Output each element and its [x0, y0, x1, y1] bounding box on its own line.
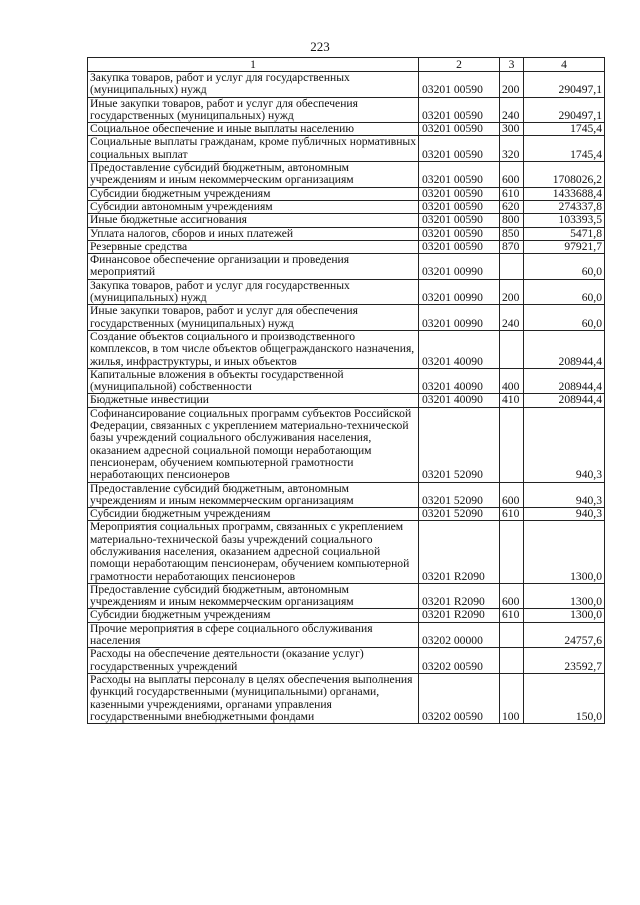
- row-amount: 60,0: [524, 279, 605, 305]
- table-row: [88, 330, 605, 368]
- row-name: Софинансирование социальных программ субъектов Российской Федерации, связанных с укреплением материально-технической базы учреждений социального обслуживания населения, оказанием адресной социальной помощи неработающим пенсионерам, обучением компьютерной грамотности неработающих пенсионеров: [88, 407, 419, 482]
- row-amount: 940,3: [524, 407, 605, 482]
- row-amount: 1433688,4: [524, 187, 605, 200]
- row-amount: 103393,5: [524, 214, 605, 227]
- row-code: 03202 00000: [419, 622, 500, 648]
- row-code: 03201 52090: [419, 482, 500, 508]
- row-amount: 1708026,2: [524, 162, 605, 188]
- row-type: 240: [500, 97, 524, 123]
- table-body: [88, 72, 605, 724]
- row-code: 03201 00590: [419, 72, 500, 98]
- row-name: Социальное обеспечение и иные выплаты населению: [88, 123, 419, 136]
- row-code: 03201 40090: [419, 394, 500, 407]
- header-col-3: 3: [500, 58, 524, 72]
- table-row: [88, 254, 605, 280]
- row-type: 610: [500, 187, 524, 200]
- row-code: 03201 00590: [419, 240, 500, 253]
- row-amount: 23592,7: [524, 648, 605, 674]
- row-code: 03201 R2090: [419, 521, 500, 583]
- table-row: [88, 187, 605, 200]
- header-col-1: 1: [88, 58, 419, 72]
- row-code: 03201 R2090: [419, 609, 500, 622]
- row-type: [500, 407, 524, 482]
- table-row: [88, 97, 605, 123]
- row-name: Финансовое обеспечение организации и проведения мероприятий: [88, 254, 419, 280]
- row-type: [500, 254, 524, 280]
- table-row: [88, 305, 605, 331]
- row-type: 870: [500, 240, 524, 253]
- table-row: [88, 200, 605, 213]
- row-type: 850: [500, 227, 524, 240]
- row-name: Закупка товаров, работ и услуг для государственных (муниципальных) нужд: [88, 72, 419, 98]
- table-row: [88, 123, 605, 136]
- row-name: Капитальные вложения в объекты государственной (муниципальной) собственности: [88, 368, 419, 394]
- table-row: [88, 214, 605, 227]
- row-type: 320: [500, 136, 524, 162]
- row-type: 200: [500, 279, 524, 305]
- table-row: [88, 508, 605, 521]
- table-row: [88, 368, 605, 394]
- row-name: Закупка товаров, работ и услуг для государственных (муниципальных) нужд: [88, 279, 419, 305]
- row-code: 03202 00590: [419, 673, 500, 723]
- row-type: 400: [500, 368, 524, 394]
- row-code: 03201 00590: [419, 227, 500, 240]
- row-name: Иные закупки товаров, работ и услуг для обеспечения государственных (муниципальных) нужд: [88, 97, 419, 123]
- row-amount: 940,3: [524, 508, 605, 521]
- row-code: 03201 00990: [419, 254, 500, 280]
- row-code: 03201 40090: [419, 368, 500, 394]
- row-name: Социальные выплаты гражданам, кроме публичных нормативных социальных выплат: [88, 136, 419, 162]
- row-type: [500, 648, 524, 674]
- row-code: 03201 00990: [419, 279, 500, 305]
- row-amount: 1300,0: [524, 521, 605, 583]
- row-code: 03201 00590: [419, 97, 500, 123]
- row-amount: 1300,0: [524, 609, 605, 622]
- row-amount: 208944,4: [524, 368, 605, 394]
- row-type: 600: [500, 162, 524, 188]
- row-code: 03201 R2090: [419, 583, 500, 609]
- row-name: Субсидии бюджетным учреждениям: [88, 508, 419, 521]
- table-row: [88, 583, 605, 609]
- row-code: 03201 00990: [419, 305, 500, 331]
- row-name: Иные бюджетные ассигнования: [88, 214, 419, 227]
- row-code: 03201 00590: [419, 214, 500, 227]
- row-type: 100: [500, 673, 524, 723]
- row-code: 03201 40090: [419, 330, 500, 368]
- row-code: 03201 00590: [419, 200, 500, 213]
- table-row: [88, 609, 605, 622]
- table-row: [88, 240, 605, 253]
- table-row: [88, 673, 605, 723]
- row-name: Расходы на обеспечение деятельности (оказание услуг) государственных учреждений: [88, 648, 419, 674]
- row-type: 600: [500, 583, 524, 609]
- table-row: [88, 72, 605, 98]
- row-amount: 1300,0: [524, 583, 605, 609]
- row-amount: 97921,7: [524, 240, 605, 253]
- row-amount: 24757,6: [524, 622, 605, 648]
- row-name: Субсидии автономным учреждениям: [88, 200, 419, 213]
- row-name: Мероприятия социальных программ, связанных с укреплением материально-технической базы учреждений социального обслуживания населения, оказанием адресной социальной помощи неработающим пенсионерам, обучением компьютерной грамотности неработающих пенсионеров: [88, 521, 419, 583]
- row-type: [500, 330, 524, 368]
- row-name: Создание объектов социального и производственного комплексов, в том числе объектов общегражданского назначения, жилья, инфраструктуры, и иных объектов: [88, 330, 419, 368]
- row-code: 03202 00590: [419, 648, 500, 674]
- row-type: [500, 622, 524, 648]
- row-name: Предоставление субсидий бюджетным, автономным учреждениям и иным некоммерческим организациям: [88, 162, 419, 188]
- row-type: 620: [500, 200, 524, 213]
- row-type: [500, 521, 524, 583]
- row-amount: 60,0: [524, 254, 605, 280]
- table-row: [88, 279, 605, 305]
- row-type: 240: [500, 305, 524, 331]
- row-code: 03201 52090: [419, 508, 500, 521]
- row-code: 03201 00590: [419, 187, 500, 200]
- row-amount: 1745,4: [524, 123, 605, 136]
- header-row: [88, 58, 605, 72]
- table-row: [88, 482, 605, 508]
- table-row: [88, 136, 605, 162]
- row-name: Иные закупки товаров, работ и услуг для обеспечения государственных (муниципальных) нужд: [88, 305, 419, 331]
- row-amount: 290497,1: [524, 97, 605, 123]
- row-type: 600: [500, 482, 524, 508]
- row-code: 03201 52090: [419, 407, 500, 482]
- row-amount: 290497,1: [524, 72, 605, 98]
- table-row: [88, 227, 605, 240]
- row-code: 03201 00590: [419, 136, 500, 162]
- row-amount: 208944,4: [524, 394, 605, 407]
- row-amount: 150,0: [524, 673, 605, 723]
- row-name: Резервные средства: [88, 240, 419, 253]
- header-col-4: 4: [524, 58, 605, 72]
- row-name: Уплата налогов, сборов и иных платежей: [88, 227, 419, 240]
- row-code: 03201 00590: [419, 162, 500, 188]
- row-type: 610: [500, 508, 524, 521]
- page-number: 223: [310, 39, 330, 54]
- row-amount: 1745,4: [524, 136, 605, 162]
- row-amount: 60,0: [524, 305, 605, 331]
- table-row: [88, 648, 605, 674]
- table-row: [88, 521, 605, 583]
- row-type: 410: [500, 394, 524, 407]
- row-type: 300: [500, 123, 524, 136]
- row-amount: 208944,4: [524, 330, 605, 368]
- row-name: Предоставление субсидий бюджетным, автономным учреждениям и иным некоммерческим организациям: [88, 583, 419, 609]
- row-name: Субсидии бюджетным учреждениям: [88, 187, 419, 200]
- row-name: Субсидии бюджетным учреждениям: [88, 609, 419, 622]
- row-type: 610: [500, 609, 524, 622]
- table-row: [88, 162, 605, 188]
- row-amount: 274337,8: [524, 200, 605, 213]
- row-name: Расходы на выплаты персоналу в целях обеспечения выполнения функций государственными (муниципальными) органами, казенными учреждениями, органами управления государственными внебюджетными фондами: [88, 673, 419, 723]
- row-name: Бюджетные инвестиции: [88, 394, 419, 407]
- row-name: Предоставление субсидий бюджетным, автономным учреждениям и иным некоммерческим организациям: [88, 482, 419, 508]
- table-row: [88, 622, 605, 648]
- row-amount: 940,3: [524, 482, 605, 508]
- budget-table: [87, 57, 605, 724]
- row-amount: 5471,8: [524, 227, 605, 240]
- row-code: 03201 00590: [419, 123, 500, 136]
- table-row: [88, 394, 605, 407]
- row-type: 200: [500, 72, 524, 98]
- header-col-2: 2: [419, 58, 500, 72]
- row-type: 800: [500, 214, 524, 227]
- row-name: Прочие мероприятия в сфере социального обслуживания населения: [88, 622, 419, 648]
- table-row: [88, 407, 605, 482]
